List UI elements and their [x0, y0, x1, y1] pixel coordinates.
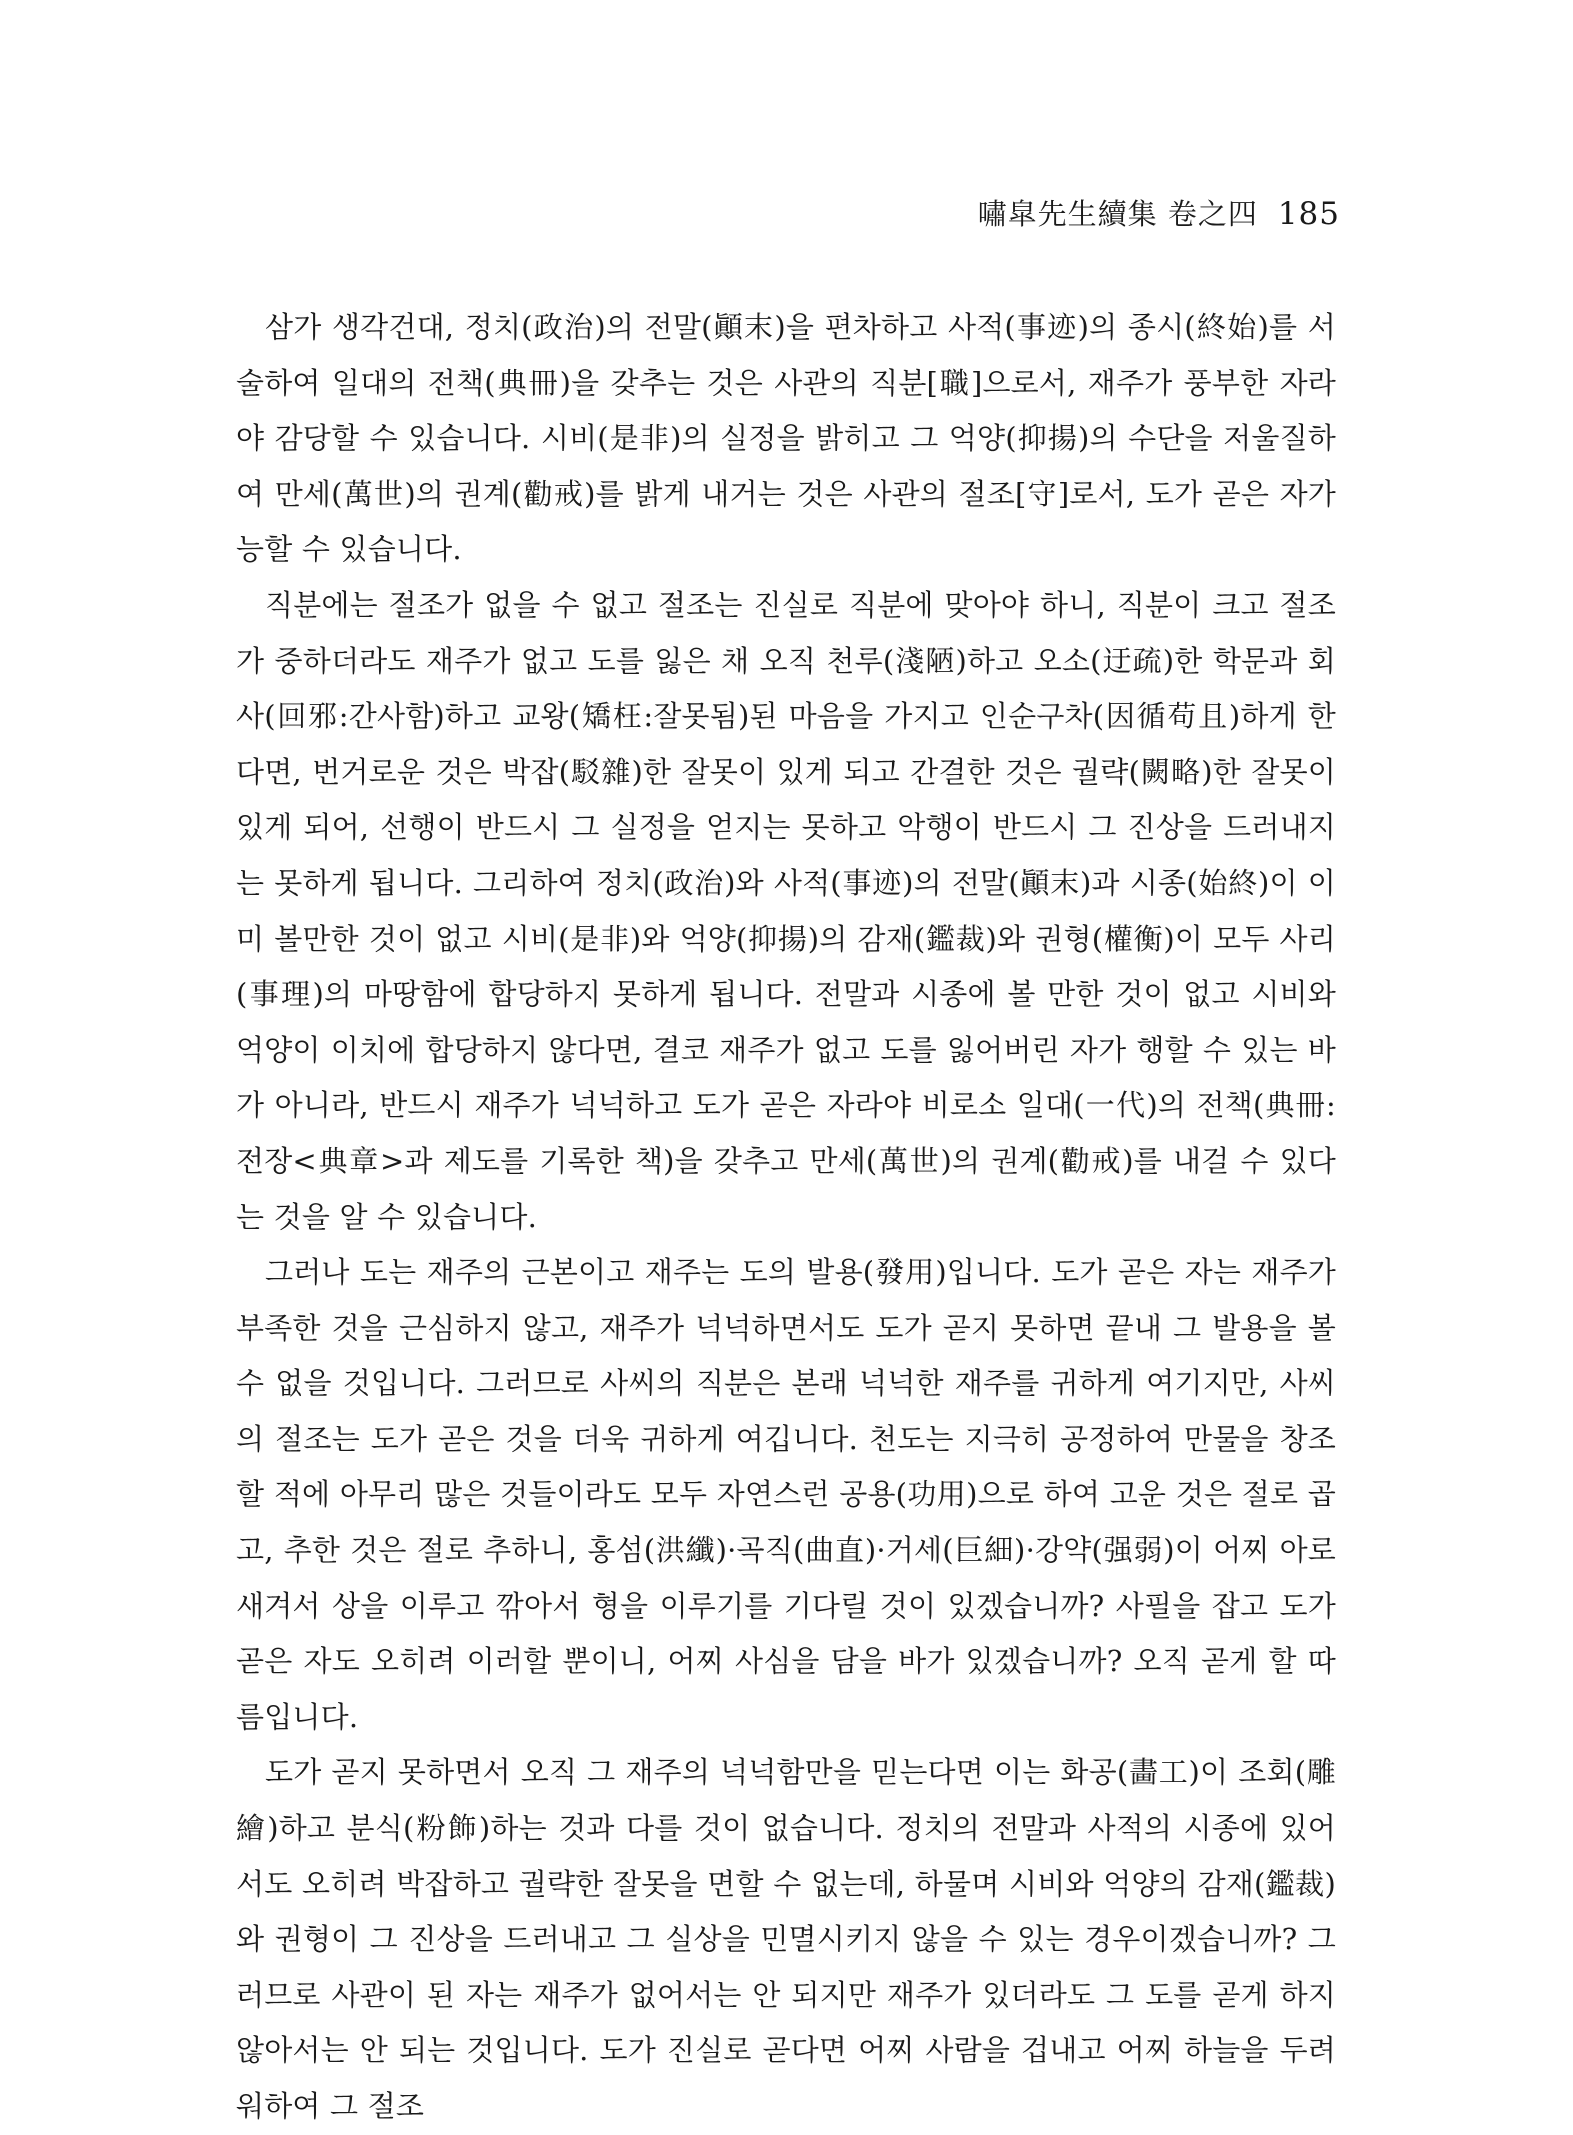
- body-text: [236, 300, 1336, 2135]
- paragraph-2: 직분에는 절조가 없을 수 없고 절조는 진실로 직분에 맞아야 하니, 직분이 크고 절조가 중하더라도 재주가 없고 도를 잃은 채 오직 천루(淺陋)하고 오소(迂疏)한 학문과 회사(回邪:간사함)하고 교왕(矯枉:잘못됨)된 마음을 가지고 인순구차(因循苟且)하게 한다면, 번거로운 것은 박잡(駁雜)한 잘못이 있게 되고 간결한 것은 궐략(闕略)한 잘못이 있게 되어, 선행이 반드시 그 실정을 얻지는 못하고 악행이 반드시 그 진상을 드러내지는 못하게 됩니다. 그리하여 정치(政治)와 사적(事迹)의 전말(顚末)과 시종(始終)이 이미 볼만한 것이 없고 시비(是非)와 억양(抑揚)의 감재(鑑裁)와 권형(權衡)이 모두 사리(事理)의 마땅함에 합당하지 못하게 됩니다. 전말과 시종에 볼 만한 것이 없고 시비와 억양이 이치에 합당하지 않다면, 결코 재주가 없고 도를 잃어버린 자가 행할 수 있는 바가 아니라, 반드시 재주가 넉넉하고 도가 곧은 자라야 비로소 일대(一代)의 전책(典冊:전장<典章>과 제도를 기록한 책)을 갖추고 만세(萬世)의 권계(勸戒)를 내걸 수 있다는 것을 알 수 있습니다.: [236, 587, 1336, 1234]
- paragraph-3: 그러나 도는 재주의 근본이고 재주는 도의 발용(發用)입니다. 도가 곧은 자는 재주가 부족한 것을 근심하지 않고, 재주가 넉넉하면서도 도가 곧지 못하면 끝내 그 발용을 볼 수 없을 것입니다. 그러므로 사씨의 직분은 본래 넉넉한 재주를 귀하게 여기지만, 사씨의 절조는 도가 곧은 것을 더욱 귀하게 여깁니다. 천도는 지극히 공정하여 만물을 창조할 적에 아무리 많은 것들이라도 모두 자연스런 공용(功用)으로 하여 고운 것은 절로 곱고, 추한 것은 절로 추하니, 홍섬(洪纖)·곡직(曲直)·거세(巨細)·강약(强弱)이 어찌 아로새겨서 상을 이루고 깎아서 형을 이루기를 기다릴 것이 있겠습니까? 사필을 잡고 도가 곧은 자도 오히려 이러할 뿐이니, 어찌 사심을 담을 바가 있겠습니까? 오직 곧게 할 따름입니다.: [236, 1255, 1336, 1734]
- book-title: 嘯皐先生續集 卷之四: [977, 197, 1258, 231]
- paragraph-4: 도가 곧지 못하면서 오직 그 재주의 넉넉함만을 믿는다면 이는 화공(畵工)이 조회(雕繪)하고 분식(粉飾)하는 것과 다를 것이 없습니다. 정치의 전말과 사적의 시종에 있어서도 오히려 박잡하고 궐략한 잘못을 면할 수 없는데, 하물며 시비와 억양의 감재(鑑裁)와 권형이 그 진상을 드러내고 그 실상을 민멸시키지 않을 수 있는 경우이겠습니까? 그러므로 사관이 된 자는 재주가 없어서는 안 되지만 재주가 있더라도 그 도를 곧게 하지 않아서는 안 되는 것입니다. 도가 진실로 곧다면 어찌 사람을 겁내고 어찌 하늘을 두려워하여 그 절조: [236, 1755, 1336, 2123]
- page-number: 185: [1277, 196, 1340, 232]
- running-header: [230, 196, 1340, 232]
- paragraph-1: 삼가 생각건대, 정치(政治)의 전말(顚末)을 편차하고 사적(事迹)의 종시(終始)를 서술하여 일대의 전책(典冊)을 갖추는 것은 사관의 직분[職]으로서, 재주가 풍부한 자라야 감당할 수 있습니다. 시비(是非)의 실정을 밝히고 그 억양(抑揚)의 수단을 저울질하여 만세(萬世)의 권계(勸戒)를 밝게 내거는 것은 사관의 절조[守]로서, 도가 곧은 자가 능할 수 있습니다.: [236, 310, 1336, 567]
